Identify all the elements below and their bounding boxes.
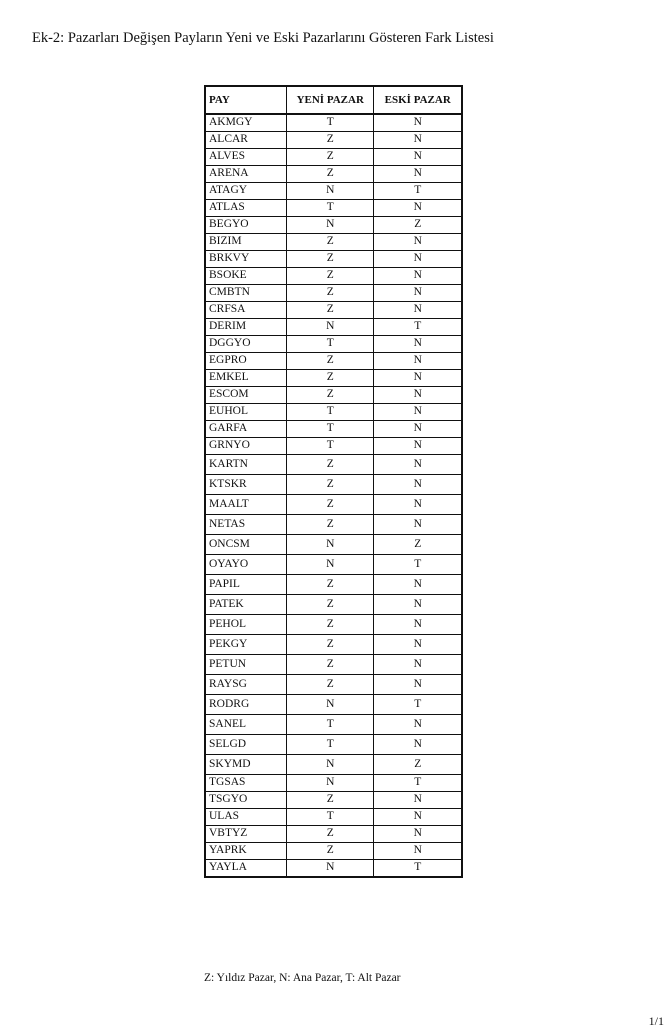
cell-eski-pazar: N [374, 475, 462, 495]
table-row [205, 675, 462, 695]
header-yeni-pazar: YENİ PAZAR [286, 86, 374, 114]
header-eski-pazar: ESKİ PAZAR [374, 86, 462, 114]
cell-eski-pazar: T [374, 183, 462, 200]
cell-yeni-pazar: T [286, 735, 374, 755]
cell-eski-pazar: N [374, 302, 462, 319]
cell-yeni-pazar: Z [286, 268, 374, 285]
cell-pay: ATLAS [205, 200, 286, 217]
cell-eski-pazar: T [374, 319, 462, 336]
table-row [205, 655, 462, 675]
header-pay: PAY [205, 86, 286, 114]
cell-yeni-pazar: T [286, 438, 374, 455]
cell-eski-pazar: T [374, 695, 462, 715]
cell-pay: EUHOL [205, 404, 286, 421]
cell-yeni-pazar: Z [286, 251, 374, 268]
cell-yeni-pazar: Z [286, 166, 374, 183]
table-row [205, 319, 462, 336]
table-row [205, 336, 462, 353]
cell-yeni-pazar: T [286, 809, 374, 826]
cell-yeni-pazar: T [286, 200, 374, 217]
cell-eski-pazar: N [374, 809, 462, 826]
cell-pay: YAYLA [205, 860, 286, 878]
cell-eski-pazar: N [374, 149, 462, 166]
cell-pay: BSOKE [205, 268, 286, 285]
market-change-table [204, 85, 463, 878]
cell-eski-pazar: N [374, 132, 462, 149]
cell-yeni-pazar: Z [286, 843, 374, 860]
cell-eski-pazar: N [374, 595, 462, 615]
cell-pay: KARTN [205, 455, 286, 475]
table-row [205, 595, 462, 615]
cell-yeni-pazar: Z [286, 826, 374, 843]
cell-pay: PEKGY [205, 635, 286, 655]
cell-yeni-pazar: N [286, 555, 374, 575]
cell-yeni-pazar: Z [286, 595, 374, 615]
cell-eski-pazar: T [374, 860, 462, 878]
cell-pay: CRFSA [205, 302, 286, 319]
cell-pay: BEGYO [205, 217, 286, 234]
table-row [205, 515, 462, 535]
table-row [205, 387, 462, 404]
table-row [205, 183, 462, 200]
cell-pay: PATEK [205, 595, 286, 615]
cell-pay: BRKVY [205, 251, 286, 268]
cell-pay: AKMGY [205, 114, 286, 132]
table-row [205, 251, 462, 268]
cell-yeni-pazar: Z [286, 515, 374, 535]
cell-eski-pazar: N [374, 715, 462, 735]
cell-eski-pazar: N [374, 404, 462, 421]
cell-yeni-pazar: Z [286, 455, 374, 475]
cell-yeni-pazar: Z [286, 285, 374, 302]
cell-eski-pazar: N [374, 438, 462, 455]
page-number: 1/1 [648, 1014, 664, 1028]
table-row [205, 775, 462, 792]
cell-yeni-pazar: Z [286, 302, 374, 319]
cell-eski-pazar: N [374, 843, 462, 860]
table-row [205, 285, 462, 302]
cell-yeni-pazar: N [286, 755, 374, 775]
table-row [205, 843, 462, 860]
cell-eski-pazar: N [374, 515, 462, 535]
table-row [205, 200, 462, 217]
cell-eski-pazar: N [374, 495, 462, 515]
cell-pay: KTSKR [205, 475, 286, 495]
table-row [205, 826, 462, 843]
cell-eski-pazar: Z [374, 217, 462, 234]
table-row [205, 370, 462, 387]
table-row [205, 421, 462, 438]
cell-eski-pazar: N [374, 251, 462, 268]
cell-yeni-pazar: Z [286, 353, 374, 370]
cell-pay: RODRG [205, 695, 286, 715]
cell-eski-pazar: N [374, 655, 462, 675]
cell-pay: ALVES [205, 149, 286, 166]
cell-eski-pazar: Z [374, 535, 462, 555]
table-row [205, 735, 462, 755]
cell-yeni-pazar: T [286, 336, 374, 353]
cell-pay: SKYMD [205, 755, 286, 775]
cell-eski-pazar: N [374, 353, 462, 370]
cell-yeni-pazar: N [286, 319, 374, 336]
table-row [205, 149, 462, 166]
cell-pay: ULAS [205, 809, 286, 826]
cell-pay: NETAS [205, 515, 286, 535]
table-row [205, 438, 462, 455]
cell-pay: RAYSG [205, 675, 286, 695]
table-row [205, 555, 462, 575]
cell-pay: CMBTN [205, 285, 286, 302]
cell-yeni-pazar: Z [286, 615, 374, 635]
cell-pay: ONCSM [205, 535, 286, 555]
table-row [205, 860, 462, 878]
table-row [205, 268, 462, 285]
table-row [205, 475, 462, 495]
table-row [205, 217, 462, 234]
table-row [205, 234, 462, 251]
cell-pay: DERIM [205, 319, 286, 336]
cell-yeni-pazar: Z [286, 370, 374, 387]
cell-pay: ALCAR [205, 132, 286, 149]
cell-pay: TGSAS [205, 775, 286, 792]
table-row [205, 635, 462, 655]
cell-eski-pazar: N [374, 268, 462, 285]
market-legend: Z: Yıldız Pazar, N: Ana Pazar, T: Alt Pazar [204, 972, 401, 984]
cell-pay: TSGYO [205, 792, 286, 809]
cell-yeni-pazar: Z [286, 387, 374, 404]
cell-yeni-pazar: Z [286, 149, 374, 166]
cell-eski-pazar: N [374, 675, 462, 695]
cell-pay: PETUN [205, 655, 286, 675]
cell-pay: SANEL [205, 715, 286, 735]
table-row [205, 114, 462, 132]
document-title: Ek-2: Pazarları Değişen Payların Yeni ve Eski Pazarlarını Gösteren Fark Listesi [32, 30, 494, 46]
cell-pay: PAPIL [205, 575, 286, 595]
cell-yeni-pazar: Z [286, 675, 374, 695]
table-row [205, 615, 462, 635]
cell-yeni-pazar: Z [286, 132, 374, 149]
table-row [205, 535, 462, 555]
cell-eski-pazar: N [374, 285, 462, 302]
cell-eski-pazar: N [374, 166, 462, 183]
cell-yeni-pazar: Z [286, 234, 374, 251]
table-row [205, 575, 462, 595]
table-row [205, 353, 462, 370]
cell-eski-pazar: N [374, 421, 462, 438]
cell-eski-pazar: N [374, 200, 462, 217]
table-row [205, 792, 462, 809]
cell-eski-pazar: N [374, 635, 462, 655]
cell-eski-pazar: T [374, 775, 462, 792]
cell-pay: EMKEL [205, 370, 286, 387]
cell-pay: PEHOL [205, 615, 286, 635]
cell-yeni-pazar: N [286, 775, 374, 792]
cell-yeni-pazar: T [286, 715, 374, 735]
cell-pay: BIZIM [205, 234, 286, 251]
cell-yeni-pazar: Z [286, 575, 374, 595]
cell-pay: ESCOM [205, 387, 286, 404]
table-row [205, 455, 462, 475]
table-header-row [205, 86, 462, 114]
table-row [205, 755, 462, 775]
cell-yeni-pazar: N [286, 535, 374, 555]
table-row [205, 695, 462, 715]
cell-eski-pazar: N [374, 336, 462, 353]
table-row [205, 495, 462, 515]
cell-pay: SELGD [205, 735, 286, 755]
cell-pay: DGGYO [205, 336, 286, 353]
cell-pay: GARFA [205, 421, 286, 438]
cell-yeni-pazar: T [286, 421, 374, 438]
table-row [205, 302, 462, 319]
cell-pay: MAALT [205, 495, 286, 515]
table-row [205, 132, 462, 149]
cell-eski-pazar: N [374, 615, 462, 635]
cell-pay: VBTYZ [205, 826, 286, 843]
cell-yeni-pazar: N [286, 695, 374, 715]
cell-yeni-pazar: Z [286, 475, 374, 495]
cell-pay: OYAYO [205, 555, 286, 575]
cell-eski-pazar: N [374, 114, 462, 132]
cell-eski-pazar: T [374, 555, 462, 575]
cell-yeni-pazar: N [286, 217, 374, 234]
table-row [205, 809, 462, 826]
cell-yeni-pazar: N [286, 183, 374, 200]
cell-eski-pazar: N [374, 826, 462, 843]
table-row [205, 166, 462, 183]
cell-yeni-pazar: Z [286, 792, 374, 809]
cell-pay: EGPRO [205, 353, 286, 370]
cell-pay: YAPRK [205, 843, 286, 860]
cell-yeni-pazar: T [286, 114, 374, 132]
cell-pay: ARENA [205, 166, 286, 183]
cell-pay: ATAGY [205, 183, 286, 200]
cell-pay: GRNYO [205, 438, 286, 455]
cell-eski-pazar: N [374, 792, 462, 809]
table-row [205, 404, 462, 421]
cell-yeni-pazar: Z [286, 655, 374, 675]
cell-yeni-pazar: T [286, 404, 374, 421]
cell-yeni-pazar: Z [286, 635, 374, 655]
cell-yeni-pazar: N [286, 860, 374, 878]
cell-eski-pazar: Z [374, 755, 462, 775]
cell-eski-pazar: N [374, 735, 462, 755]
cell-eski-pazar: N [374, 234, 462, 251]
cell-eski-pazar: N [374, 455, 462, 475]
cell-eski-pazar: N [374, 575, 462, 595]
cell-yeni-pazar: Z [286, 495, 374, 515]
cell-eski-pazar: N [374, 387, 462, 404]
cell-eski-pazar: N [374, 370, 462, 387]
table-row [205, 715, 462, 735]
